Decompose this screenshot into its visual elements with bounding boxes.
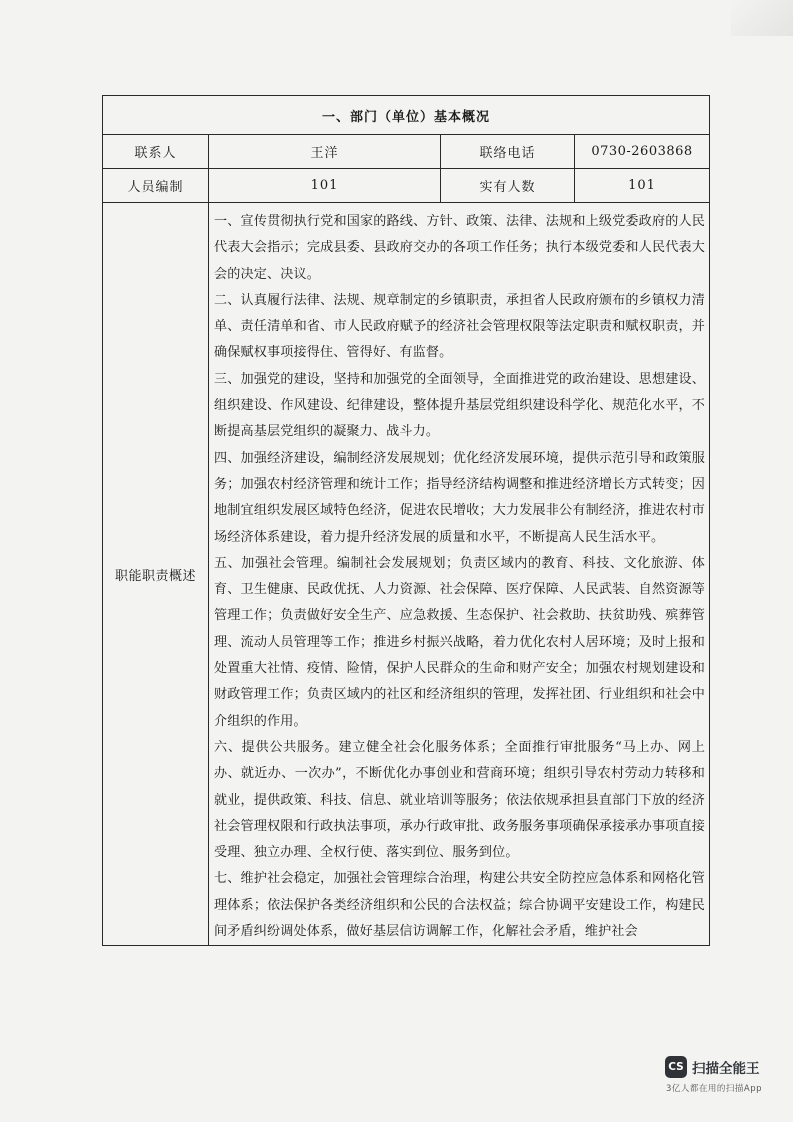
phone-label: 联络电话	[441, 135, 575, 169]
actual-label: 实有人数	[441, 169, 575, 203]
duties-content	[209, 203, 710, 946]
staffing-value: 101	[209, 169, 441, 203]
duty-paragraph-4: 四、加强经济建设，编制经济发展规划；优化经济发展环境，提供示范引导和政策服务；加强农村经济管理和统计工作；指导经济结构调整和推进经济增长方式转变；因地制宜组织发展区域特色经济，促进农民增收；大力发展非公有制经济，推进农村市场经济体系建设，着力提升经济发展的质量和水平，不断提高人民生活水平。	[214, 450, 706, 545]
contact-row	[103, 135, 710, 169]
table-title: 一、部门（单位）基本概况	[103, 96, 710, 135]
duty-paragraph-2: 二、认真履行法律、法规、规章制定的乡镇职责，承担省人民政府颁布的乡镇权力清单、责任清单和省、市人民政府赋予的经济社会管理权限等法定职责和赋权职责，并确保赋权事项接得住、管得好、有监督。	[214, 292, 706, 361]
title-row	[103, 96, 710, 135]
watermark-slogan: 3亿人都在用的扫描App	[666, 1084, 763, 1094]
staffing-row	[103, 169, 710, 203]
duty-paragraph-7: 七、维护社会稳定，加强社会管理综合治理，构建公共安全防控应急体系和网格化管理体系；依法保护各类经济组织和公民的合法权益；综合协调平安建设工作，构建民间矛盾纠纷调处体系，做好基层信访调解工作，化解社会矛盾，维护社会	[214, 871, 706, 940]
duties-row	[103, 203, 710, 946]
duty-paragraph-3: 三、加强党的建设，坚持和加强党的全面领导，全面推进党的政治建设、思想建设、组织建设、作风建设、纪律建设，整体提升基层党组织建设科学化、规范化水平，不断提高基层党组织的凝聚力、战斗力。	[214, 371, 706, 440]
duty-paragraph-6: 六、提供公共服务。建立健全社会化服务体系；全面推行审批服务“马上办、网上办、就近办、一次办”，不断优化办事创业和营商环境；组织引导农村劳动力转移和就业，提供政策、科技、信息、就业培训等服务；依法依规承担县直部门下放的经济社会管理权限和行政执法事项，承办行政审批、政务服务事项确保承接承办事项直接受理、独立办理、全权行使、落实到位、服务到位。	[214, 739, 706, 861]
duties-label: 职能职责概述	[103, 203, 209, 946]
scan-shadow	[731, 0, 793, 36]
contact-label: 联系人	[103, 135, 209, 169]
duty-paragraph-5: 五、加强社会管理。编制社会发展规划；负责区域内的教育、科技、文化旅游、体育、卫生健康、民政优抚、人力资源、社会保障、医疗保障、人民武装、自然资源等管理工作；负责做好安全生产、应急救援、生态保护、社会救助、扶贫助残、殡葬管理、流动人员管理等工作；推进乡村振兴战略，着力优化农村人居环境；及时上报和处置重大社情、疫情、险情，保护人民群众的生命和财产安全；加强农村规划建设和财政管理工作；负责区域内的社区和经济组织的管理，发挥社团、行业组织和社会中介组织的作用。	[214, 555, 706, 729]
basic-info-table	[102, 95, 710, 946]
actual-value: 101	[575, 169, 710, 203]
duty-paragraph-1: 一、宣传贯彻执行党和国家的路线、方针、政策、法律、法规和上级党委政府的人民代表大会指示；完成县委、县政府交办的各项工作任务；执行本级党委和人民代表大会的决定、决议。	[214, 214, 706, 282]
staffing-label: 人员编制	[103, 169, 209, 203]
scanner-watermark	[665, 1054, 775, 1094]
watermark-app-name: 扫描全能王	[692, 1061, 760, 1077]
phone-value: 0730-2603868	[575, 135, 710, 169]
contact-value: 王洋	[209, 135, 441, 169]
camscanner-logo-icon: CS	[665, 1056, 687, 1078]
